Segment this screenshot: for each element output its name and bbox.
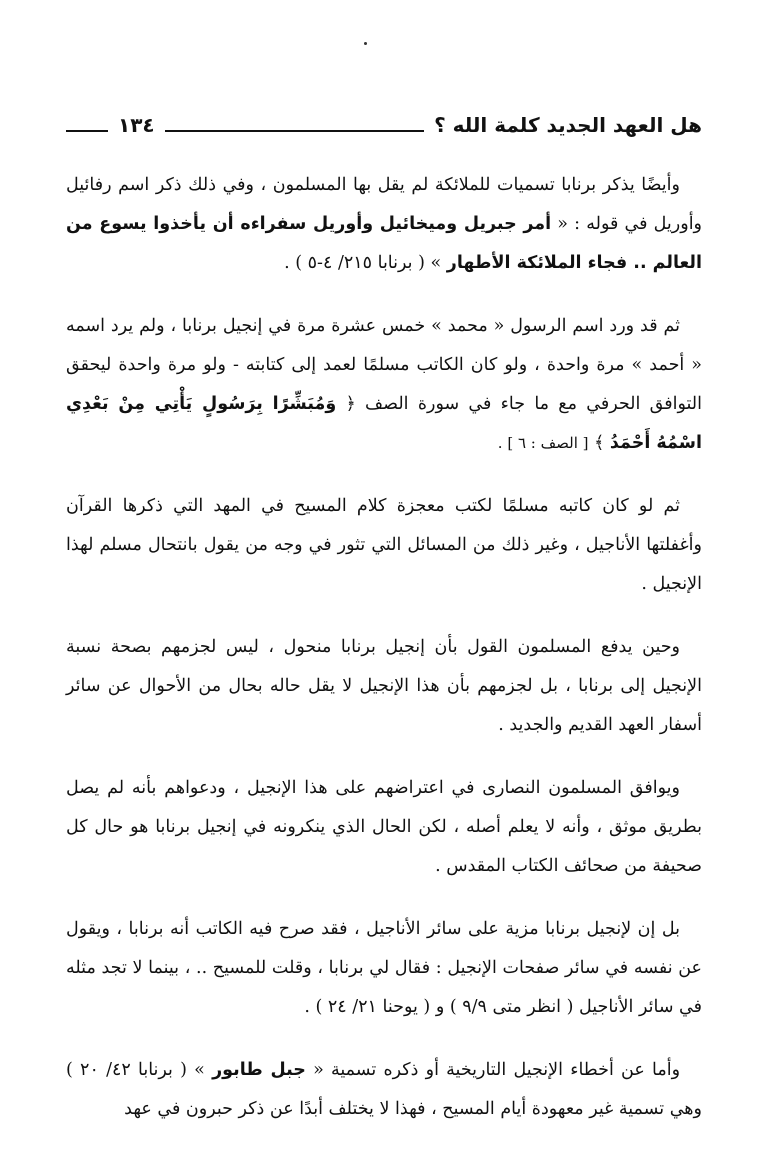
paragraph: [66, 307, 702, 463]
emphasis-text: جبل طابور: [212, 1060, 306, 1080]
emphasis-text: وَمُبَشِّرًا بِرَسُولٍ يَأْتِي مِنْ بَعْدِي اسْمُهُ أَحْمَدُ: [66, 394, 702, 453]
page-body: [66, 166, 702, 1153]
paragraph-text: ﴾: [588, 433, 610, 453]
paragraph-text: بل إن لإنجيل برنابا مزية على سائر الأناجيل ، فقد صرح فيه الكاتب أنه برنابا ، ويقول عن نفسه في سائر صفحات الإنجيل : فقال لي برنابا ، وقلت للمسيح .. ، بينما لا تجد مثله في سائر الأناجيل ( انظر متى ٩/٩ ) و ( يوحنا ٢١/ ٢٤ ) .: [66, 919, 702, 1017]
citation-text: [ الصف : ٦ ] .: [497, 434, 589, 452]
paragraph: [66, 910, 702, 1027]
paragraph: [66, 628, 702, 745]
emphasis-text: أمر جبريل وميخائيل وأوريل سفراءه أن يأخذوا يسوع من العالم .. فجاء الملائكة الأطهار: [66, 214, 702, 273]
paragraph-text: ثم لو كان كاتبه مسلمًا لكتب معجزة كلام المسيح في المهد التي ذكرها القرآن وأغفلتها الأناجيل ، وغير ذلك من المسائل التي تثور في وجه من يقول بانتحال مسلم لهذا الإنجيل .: [66, 496, 702, 594]
paragraph-text: ثم قد ورد اسم الرسول « محمد » خمس عشرة مرة في إنجيل برنابا ، ولم يرد اسمه « أحمد » مرة واحدة ، ولو كان الكاتب مسلمًا لعمد إلى كتابته - ولو مرة واحدة ليحقق التوافق الحرفي مع ما جاء في سورة الصف ﴿: [66, 316, 703, 414]
header-rule-end: [66, 130, 108, 132]
paragraph-text: وحين يدفع المسلمون القول بأن إنجيل برنابا منحول ، ليس لجزمهم بصحة نسبة الإنجيل إلى برنابا ، بل لجزمهم بأن هذا الإنجيل لا يقل حاله بحال من الأحوال عن سائر أسفار العهد القديم والجديد .: [66, 637, 702, 735]
paragraph: [66, 1051, 702, 1129]
paragraph-text: » ( برنابا ٤٢/ ٢٠ ) وهي تسمية غير معهودة أيام المسيح ، فهذا لا يختلف أبدًا عن ذكر حبرون في عهد: [66, 1060, 702, 1119]
header-rule: [165, 130, 424, 132]
scan-speck: [364, 42, 367, 45]
paragraph: [66, 166, 702, 283]
paragraph: [66, 769, 702, 886]
paragraph-text: ويوافق المسلمون النصارى في اعتراضهم على هذا الإنجيل ، ودعواهم بأنه لم يصل بطريق موثق ، وأنه لا يعلم أصله ، لكن الحال الذي ينكرونه في إنجيل برنابا هو حال كل صحيفة من صحائف الكتاب المقدس .: [66, 778, 702, 876]
paragraph-text: وأيضًا يذكر برنابا تسميات للملائكة لم يقل بها المسلمون ، وفي ذلك ذكر اسم رفائيل وأوريل في قوله : «: [66, 175, 703, 234]
paragraph: [66, 487, 702, 604]
paragraph-text: وأما عن أخطاء الإنجيل التاريخية أو ذكره تسمية «: [305, 1060, 681, 1080]
page-number: ١٣٤: [118, 113, 155, 137]
paragraph-text: » ( برنابا ٢١٥/ ٤-٥ ) .: [284, 253, 447, 273]
header-title: هل العهد الجديد كلمة الله ؟: [434, 113, 702, 137]
running-header: [66, 108, 702, 142]
